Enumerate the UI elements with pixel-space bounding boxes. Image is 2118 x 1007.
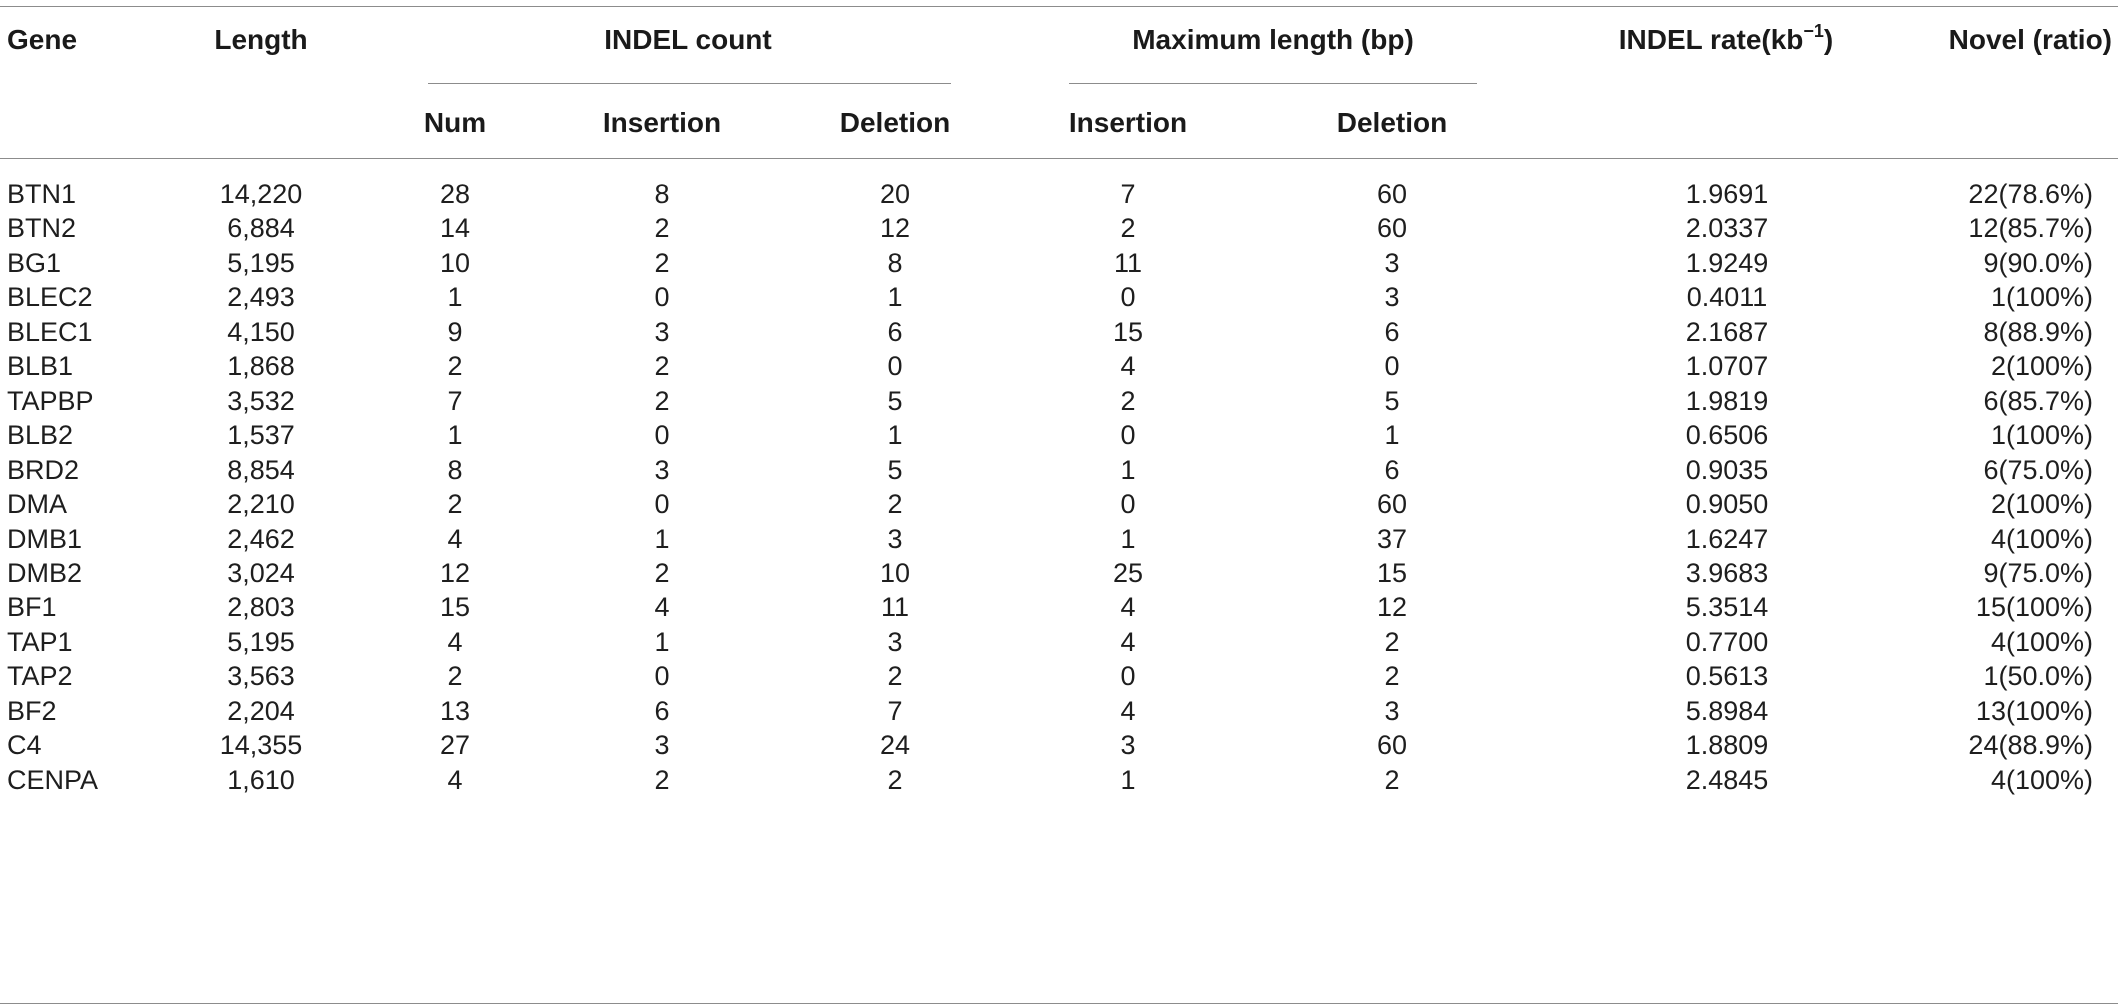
cell-length: 3,563 xyxy=(227,661,295,691)
cell-indel-rate: 2.4845 xyxy=(1685,765,1769,795)
cell-num: 8 xyxy=(447,455,463,485)
cell-novel-ratio: 13(100%) xyxy=(1975,696,2093,726)
cell-gene: DMA xyxy=(7,489,67,519)
cell-indel-rate: 2.0337 xyxy=(1685,213,1769,243)
cell-length: 2,803 xyxy=(227,592,295,622)
cell-insertion-count: 2 xyxy=(654,558,670,588)
cell-insertion-count: 2 xyxy=(654,248,670,278)
cell-insertion-count: 3 xyxy=(654,730,670,760)
cell-gene: BRD2 xyxy=(7,455,80,485)
cell-length: 4,150 xyxy=(227,317,295,347)
cell-max-deletion: 6 xyxy=(1384,455,1400,485)
cell-max-deletion: 6 xyxy=(1384,317,1400,347)
cell-length: 3,532 xyxy=(227,386,295,416)
cell-gene: BLEC1 xyxy=(7,317,93,347)
cell-gene: BLB1 xyxy=(7,351,74,381)
cell-max-insertion: 2 xyxy=(1120,213,1136,243)
cell-deletion-count: 3 xyxy=(887,524,903,554)
cell-num: 10 xyxy=(439,248,471,278)
cell-novel-ratio: 6(75.0%) xyxy=(1983,455,2093,485)
cell-insertion-count: 0 xyxy=(654,282,670,312)
cell-indel-rate: 1.9819 xyxy=(1685,386,1769,416)
cell-insertion-count: 0 xyxy=(654,661,670,691)
cell-num: 2 xyxy=(447,351,463,381)
cell-novel-ratio: 1(100%) xyxy=(1990,282,2093,312)
cell-gene: BTN2 xyxy=(7,213,77,243)
cell-indel-rate: 0.9050 xyxy=(1685,489,1769,519)
cell-deletion-count: 0 xyxy=(887,351,903,381)
cell-max-deletion: 2 xyxy=(1384,765,1400,795)
indel-count-span-rule xyxy=(428,83,951,84)
table-top-rule xyxy=(0,6,2118,7)
cell-indel-rate: 0.9035 xyxy=(1685,455,1769,485)
cell-gene: DMB2 xyxy=(7,558,83,588)
cell-num: 4 xyxy=(447,627,463,657)
cell-length: 14,355 xyxy=(219,730,303,760)
cell-gene: BTN1 xyxy=(7,179,77,209)
header-max-deletion: Deletion xyxy=(1336,107,1448,138)
cell-max-insertion: 4 xyxy=(1120,627,1136,657)
cell-deletion-count: 1 xyxy=(887,420,903,450)
cell-deletion-count: 5 xyxy=(887,386,903,416)
cell-length: 6,884 xyxy=(227,213,295,243)
cell-gene: BLB2 xyxy=(7,420,74,450)
cell-num: 4 xyxy=(447,765,463,795)
cell-deletion-count: 8 xyxy=(887,248,903,278)
cell-deletion-count: 3 xyxy=(887,627,903,657)
header-max-insertion: Insertion xyxy=(1068,107,1188,138)
header-num: Num xyxy=(423,107,487,138)
cell-num: 13 xyxy=(439,696,471,726)
cell-deletion-count: 2 xyxy=(887,661,903,691)
cell-indel-rate: 1.8809 xyxy=(1685,730,1769,760)
cell-deletion-count: 7 xyxy=(887,696,903,726)
cell-gene: CENPA xyxy=(7,765,99,795)
cell-novel-ratio: 1(100%) xyxy=(1990,420,2093,450)
cell-max-deletion: 2 xyxy=(1384,627,1400,657)
cell-num: 9 xyxy=(447,317,463,347)
cell-deletion-count: 24 xyxy=(879,730,911,760)
cell-indel-rate: 1.0707 xyxy=(1685,351,1769,381)
cell-length: 5,195 xyxy=(227,627,295,657)
cell-indel-rate: 5.8984 xyxy=(1685,696,1769,726)
cell-max-deletion: 2 xyxy=(1384,661,1400,691)
cell-insertion-count: 1 xyxy=(654,524,670,554)
cell-max-deletion: 12 xyxy=(1376,592,1408,622)
max-length-span-rule xyxy=(1069,83,1477,84)
cell-max-deletion: 60 xyxy=(1376,730,1408,760)
cell-max-deletion: 5 xyxy=(1384,386,1400,416)
cell-indel-rate: 3.9683 xyxy=(1685,558,1769,588)
header-maximum-length: Maximum length (bp) xyxy=(1132,24,1414,55)
cell-insertion-count: 6 xyxy=(654,696,670,726)
cell-insertion-count: 2 xyxy=(654,351,670,381)
cell-max-deletion: 60 xyxy=(1376,179,1408,209)
cell-max-insertion: 1 xyxy=(1120,524,1136,554)
cell-max-insertion: 25 xyxy=(1112,558,1144,588)
table-bottom-rule xyxy=(0,1003,2118,1004)
cell-novel-ratio: 9(75.0%) xyxy=(1983,558,2093,588)
header-count-insertion: Insertion xyxy=(602,107,722,138)
cell-gene: C4 xyxy=(7,730,42,760)
cell-insertion-count: 2 xyxy=(654,386,670,416)
cell-insertion-count: 0 xyxy=(654,489,670,519)
cell-novel-ratio: 8(88.9%) xyxy=(1983,317,2093,347)
cell-novel-ratio: 4(100%) xyxy=(1990,627,2093,657)
cell-max-insertion: 0 xyxy=(1120,282,1136,312)
header-indel-rate-text: INDEL rate(kb xyxy=(1618,24,1804,55)
header-indel-rate-exponent: −1 xyxy=(1803,20,1824,41)
cell-indel-rate: 5.3514 xyxy=(1685,592,1769,622)
cell-max-deletion: 37 xyxy=(1376,524,1408,554)
cell-num: 27 xyxy=(439,730,471,760)
cell-max-insertion: 0 xyxy=(1120,420,1136,450)
cell-max-deletion: 1 xyxy=(1384,420,1400,450)
cell-novel-ratio: 4(100%) xyxy=(1990,524,2093,554)
cell-length: 2,210 xyxy=(227,489,295,519)
cell-novel-ratio: 4(100%) xyxy=(1990,765,2093,795)
cell-length: 8,854 xyxy=(227,455,295,485)
cell-length: 1,537 xyxy=(227,420,295,450)
cell-insertion-count: 2 xyxy=(654,765,670,795)
cell-length: 3,024 xyxy=(227,558,295,588)
cell-max-insertion: 7 xyxy=(1120,179,1136,209)
header-indel-count: INDEL count xyxy=(604,24,772,55)
cell-max-insertion: 0 xyxy=(1120,489,1136,519)
cell-length: 2,462 xyxy=(227,524,295,554)
cell-insertion-count: 3 xyxy=(654,455,670,485)
cell-num: 2 xyxy=(447,661,463,691)
cell-novel-ratio: 9(90.0%) xyxy=(1983,248,2093,278)
header-length: Length xyxy=(214,24,308,55)
cell-num: 1 xyxy=(447,420,463,450)
cell-deletion-count: 11 xyxy=(880,592,910,622)
cell-indel-rate: 0.5613 xyxy=(1685,661,1769,691)
cell-insertion-count: 4 xyxy=(654,592,670,622)
cell-num: 28 xyxy=(439,179,471,209)
cell-max-insertion: 1 xyxy=(1120,455,1136,485)
cell-indel-rate: 1.9249 xyxy=(1685,248,1769,278)
cell-novel-ratio: 6(85.7%) xyxy=(1983,386,2093,416)
cell-deletion-count: 5 xyxy=(887,455,903,485)
cell-gene: TAPBP xyxy=(7,386,94,416)
cell-novel-ratio: 12(85.7%) xyxy=(1968,213,2093,243)
header-gene: Gene xyxy=(7,24,78,55)
cell-length: 2,204 xyxy=(227,696,295,726)
cell-max-insertion: 4 xyxy=(1120,592,1136,622)
cell-insertion-count: 0 xyxy=(654,420,670,450)
cell-deletion-count: 12 xyxy=(879,213,911,243)
header-bottom-rule xyxy=(0,158,2118,159)
cell-max-deletion: 0 xyxy=(1384,351,1400,381)
cell-max-deletion: 15 xyxy=(1376,558,1408,588)
cell-indel-rate: 0.7700 xyxy=(1685,627,1769,657)
cell-num: 7 xyxy=(447,386,463,416)
header-novel-ratio: Novel (ratio) xyxy=(1948,24,2112,55)
cell-gene: TAP1 xyxy=(7,627,73,657)
cell-gene: BG1 xyxy=(7,248,62,278)
cell-length: 1,610 xyxy=(227,765,295,795)
cell-max-deletion: 3 xyxy=(1384,282,1400,312)
cell-novel-ratio: 2(100%) xyxy=(1990,351,2093,381)
cell-max-insertion: 4 xyxy=(1120,696,1136,726)
cell-deletion-count: 2 xyxy=(887,489,903,519)
cell-max-deletion: 60 xyxy=(1376,489,1408,519)
header-count-deletion: Deletion xyxy=(839,107,951,138)
cell-gene: BF2 xyxy=(7,696,57,726)
cell-max-insertion: 3 xyxy=(1120,730,1136,760)
cell-num: 2 xyxy=(447,489,463,519)
cell-gene: BLEC2 xyxy=(7,282,93,312)
cell-max-deletion: 60 xyxy=(1376,213,1408,243)
cell-max-insertion: 15 xyxy=(1112,317,1144,347)
cell-deletion-count: 10 xyxy=(879,558,911,588)
cell-num: 15 xyxy=(439,592,471,622)
cell-max-deletion: 3 xyxy=(1384,696,1400,726)
cell-max-insertion: 2 xyxy=(1120,386,1136,416)
header-indel-rate xyxy=(1618,20,1834,56)
cell-length: 5,195 xyxy=(227,248,295,278)
cell-max-insertion: 4 xyxy=(1120,351,1136,381)
cell-deletion-count: 6 xyxy=(887,317,903,347)
cell-deletion-count: 1 xyxy=(887,282,903,312)
cell-deletion-count: 2 xyxy=(887,765,903,795)
cell-num: 12 xyxy=(439,558,471,588)
cell-max-deletion: 3 xyxy=(1384,248,1400,278)
cell-insertion-count: 1 xyxy=(654,627,670,657)
cell-num: 1 xyxy=(447,282,463,312)
cell-gene: DMB1 xyxy=(7,524,83,554)
cell-max-insertion: 0 xyxy=(1120,661,1136,691)
cell-insertion-count: 2 xyxy=(654,213,670,243)
cell-indel-rate: 1.6247 xyxy=(1685,524,1769,554)
cell-max-insertion: 11 xyxy=(1113,248,1143,278)
cell-indel-rate: 1.9691 xyxy=(1685,179,1769,209)
cell-indel-rate: 0.6506 xyxy=(1685,420,1769,450)
cell-gene: BF1 xyxy=(7,592,57,622)
cell-novel-ratio: 1(50.0%) xyxy=(1983,661,2093,691)
cell-deletion-count: 20 xyxy=(879,179,911,209)
cell-indel-rate: 2.1687 xyxy=(1685,317,1769,347)
cell-novel-ratio: 22(78.6%) xyxy=(1968,179,2093,209)
cell-length: 1,868 xyxy=(227,351,295,381)
cell-length: 14,220 xyxy=(219,179,303,209)
cell-max-insertion: 1 xyxy=(1120,765,1136,795)
header-indel-rate-close: ) xyxy=(1823,24,1834,55)
cell-novel-ratio: 24(88.9%) xyxy=(1968,730,2093,760)
cell-insertion-count: 3 xyxy=(654,317,670,347)
cell-novel-ratio: 2(100%) xyxy=(1990,489,2093,519)
cell-gene: TAP2 xyxy=(7,661,73,691)
cell-length: 2,493 xyxy=(227,282,295,312)
cell-indel-rate: 0.4011 xyxy=(1686,282,1768,312)
cell-novel-ratio: 15(100%) xyxy=(1975,592,2093,622)
cell-num: 14 xyxy=(439,213,471,243)
cell-num: 4 xyxy=(447,524,463,554)
cell-insertion-count: 8 xyxy=(654,179,670,209)
